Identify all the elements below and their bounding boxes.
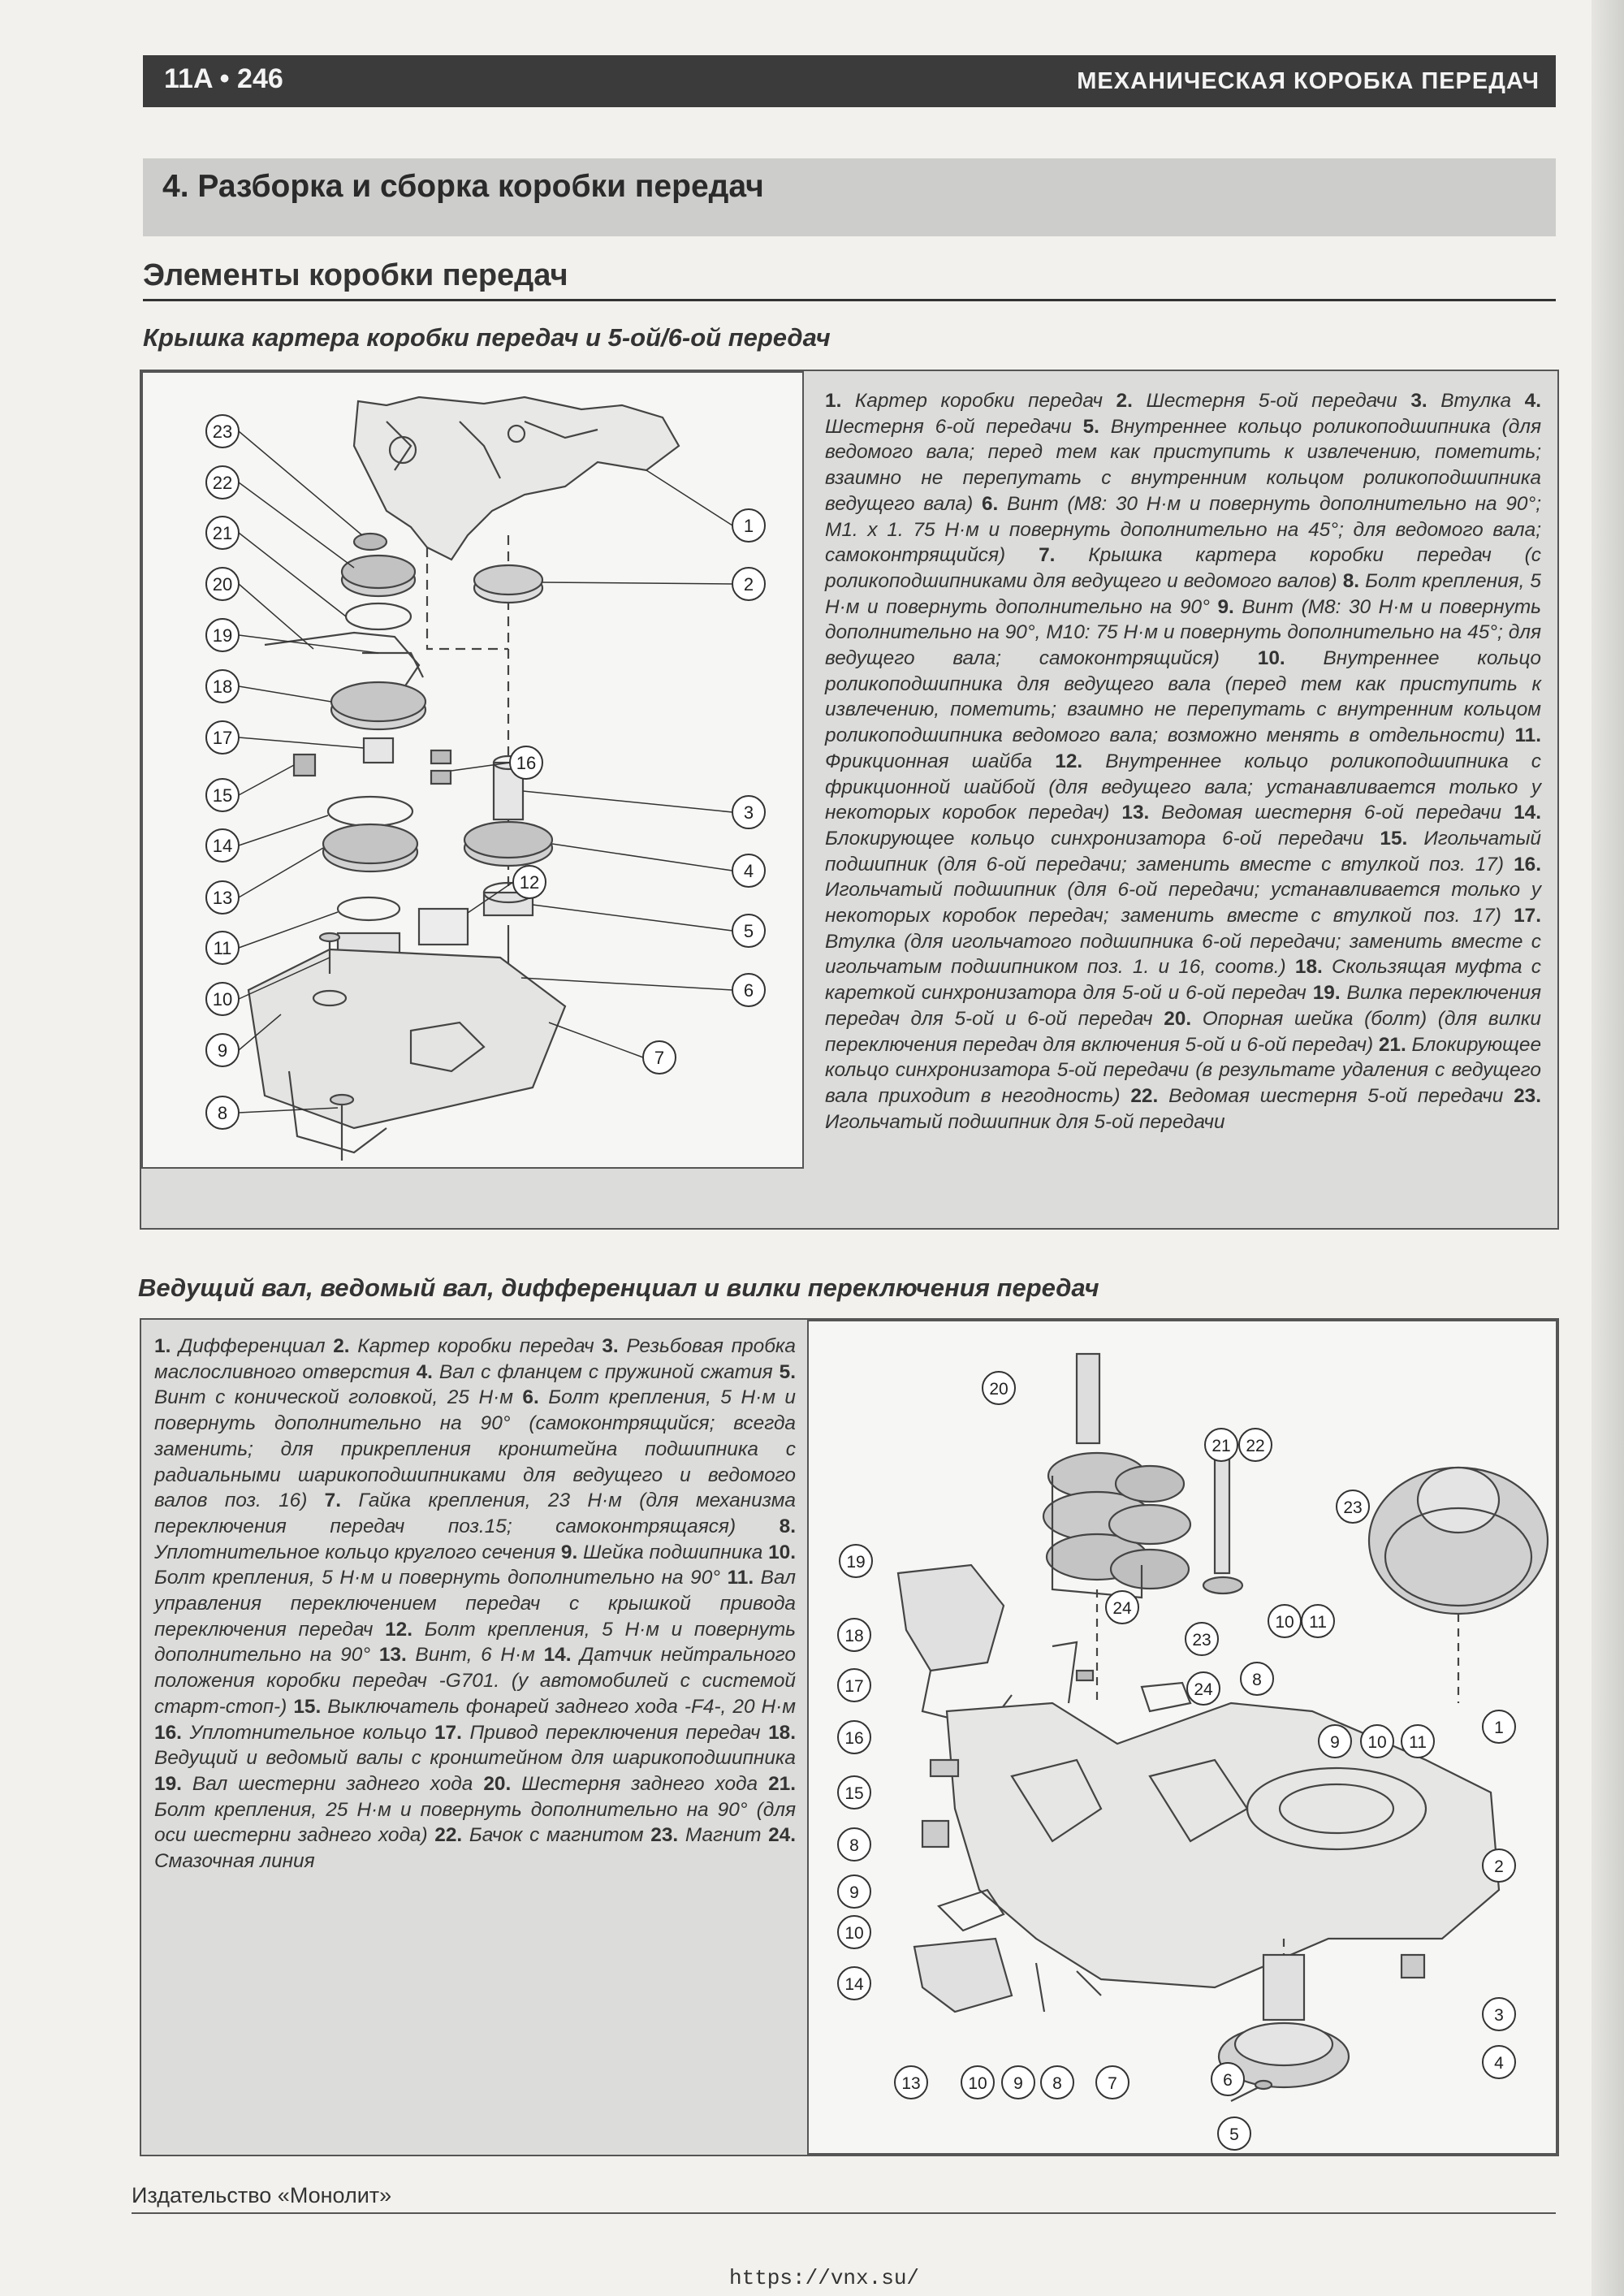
legend-number: 9. — [560, 1541, 578, 1563]
fig1-label-18: 18 — [212, 677, 233, 697]
fig2-label-16: 18 — [844, 1627, 864, 1645]
fig2-label-9b: 9 — [849, 1883, 859, 1902]
legend-number: 9. — [1217, 595, 1234, 618]
fig1-label-7: 7 — [654, 1048, 665, 1068]
legend-number: 20. — [483, 1772, 512, 1795]
fig2-label-9d: 10 — [1367, 1733, 1387, 1752]
legend-text: Игольчатый подшипник для 5-ой передачи — [825, 1110, 1225, 1133]
legend-number: 17. — [1514, 905, 1541, 927]
legend-text: Игольчатый подшипник (для 6-ой передачи; заменить вместе с втулкой поз. 17) — [825, 827, 1541, 876]
source-url[interactable]: https://vnx.su/ — [729, 2266, 920, 2290]
legend-text: Винт (M8: 30 Н·м и повернуть дополнительно на 90°; M1. x 1. 75 Н·м и повернуть дополнительно на 45°; для ведомого вала; самоконтрящийся) — [825, 492, 1541, 567]
legend-number: 17. — [434, 1721, 462, 1744]
fig1-label-23: 23 — [212, 422, 233, 442]
legend-text: Датчик нейтрального положения коробки передач -G701. (у автомобилей с системой старт-стоп-) — [154, 1644, 796, 1718]
legend-text: Вал управления переключением передач с крышкой привода переключения передач — [154, 1567, 796, 1641]
legend-number: 23. — [650, 1824, 679, 1847]
legend-number: 8. — [779, 1515, 796, 1537]
page-number: 11A • 246 — [164, 63, 283, 94]
legend-number: 6. — [981, 492, 999, 515]
legend-text: Ведомая шестерня 5-ой передачи — [1158, 1084, 1514, 1107]
legend-text: Болт крепления, 5 Н·м и повернуть дополнительно на 90° — [154, 1618, 796, 1667]
fig2-label-24: 24 — [1194, 1680, 1213, 1699]
fig1-label-5: 5 — [743, 921, 754, 941]
legend-text: Шестерня 6-ой передачи — [825, 415, 1083, 438]
fig1-label-6: 6 — [743, 980, 754, 1001]
fig2-label-17: 19 — [846, 1553, 866, 1572]
fig2-label-23: 23 — [1192, 1631, 1212, 1650]
legend-text: Картер коробки передач — [349, 1335, 603, 1357]
figure2-legend — [154, 1334, 796, 1874]
footer-rule — [132, 2212, 1556, 2214]
figure2-exploded-view — [809, 1321, 1556, 2153]
legend-number: 10. — [768, 1541, 796, 1563]
legend-number: 14. — [543, 1644, 572, 1667]
legend-number: 21. — [768, 1772, 796, 1795]
legend-number: 7. — [324, 1490, 342, 1512]
subsection-title: Элементы коробки передач — [143, 258, 568, 292]
fig1-label-16: 16 — [516, 753, 537, 773]
legend-text: Крышка картера коробки передач (с роликоподшипниками для ведущего и ведомого валов) — [825, 544, 1541, 592]
legend-number: 8. — [1342, 569, 1360, 592]
legend-number: 19. — [154, 1772, 182, 1795]
legend-number: 3. — [1410, 390, 1427, 412]
legend-text: Резьбовая пробка маслосливного отверстия — [154, 1335, 796, 1383]
fig2-label-11: 13 — [901, 2074, 921, 2093]
fig2-label-1: 1 — [1494, 1719, 1504, 1737]
legend-text: Выключатель фонарей заднего хода -F4-, 20 Н·м — [321, 1695, 796, 1718]
legend-number: 21. — [1378, 1033, 1406, 1056]
legend-number: 11. — [1514, 724, 1541, 747]
legend-text: Ведомая шестерня 6-ой передачи — [1149, 802, 1514, 824]
legend-text: Внутреннее кольцо роликоподшипника с фрикционной шайбой (для ведущего вала; устанавливается только у некоторых коробок передач) — [825, 750, 1541, 824]
figure1-exploded-view — [143, 373, 802, 1167]
figure1-diagram — [141, 371, 804, 1169]
legend-number: 18. — [768, 1721, 796, 1744]
fig2-label-18: 20 — [989, 1380, 1009, 1399]
legend-text: Игольчатый подшипник (для 6-ой передачи; устанавливается только у некоторых коробок передач; заменить вместе с втулкой поз. 17) — [825, 879, 1541, 927]
legend-number: 13. — [1121, 802, 1150, 824]
legend-text: Шейка подшипника — [577, 1541, 769, 1563]
legend-number: 11. — [727, 1567, 754, 1589]
fig2-label-6: 6 — [1223, 2071, 1233, 2090]
legend-text: Внутреннее кольцо роликоподшипника для ведущего вала (перед тем как приступить к извлечению, пометить; взаимно не перепутать с внутренним кольцом роликоподшипника ведомого вала; возможно менять в отдельности) — [825, 647, 1541, 747]
legend-number: 16. — [154, 1721, 182, 1744]
fig1-label-3: 3 — [743, 802, 754, 823]
fig2-label-9a: 10 — [1275, 1613, 1294, 1632]
fig2-label-7: 7 — [1108, 2074, 1117, 2093]
legend-text: Шестерня 5-ой передачи — [1132, 390, 1411, 412]
legend-number: 19. — [1312, 982, 1341, 1005]
legend-number: 16. — [1514, 853, 1541, 876]
legend-number: 5. — [779, 1360, 796, 1383]
legend-number: 7. — [1039, 544, 1056, 567]
fig2-label-21: 23 — [1343, 1498, 1363, 1517]
fig1-label-21: 21 — [212, 523, 233, 543]
legend-text: Смазочная линия — [154, 1850, 315, 1873]
legend-number: 4. — [1524, 390, 1542, 412]
legend-text: Втулка — [1427, 390, 1525, 412]
fig2-label-8a: 8 — [1252, 1671, 1262, 1689]
legend-number: 3. — [602, 1335, 619, 1357]
fig1-label-15: 15 — [212, 785, 233, 806]
fig2-label-14: 16 — [844, 1729, 864, 1748]
fig1-label-14: 14 — [212, 836, 233, 856]
fig1-label-4: 4 — [743, 861, 754, 881]
legend-text: Уплотнительное кольцо круглого сечения — [154, 1541, 561, 1563]
fig1-label-8: 8 — [217, 1103, 228, 1123]
fig1-label-1: 1 — [743, 516, 754, 536]
legend-text: Дифференциал — [171, 1335, 334, 1357]
fig1-label-19: 19 — [212, 625, 233, 646]
fig1-label-22: 22 — [212, 473, 233, 493]
fig2-label-8b: 8 — [849, 1836, 859, 1855]
legend-text: Втулка (для игольчатого подшипника 6-ой передачи; заменить вместе с игольчатым подшипником поз. 1. и 16, соотв.) — [825, 930, 1541, 979]
fig2-label-20: 22 — [1246, 1437, 1265, 1455]
legend-text: Блокирующее кольцо синхронизатора 6-ой передачи — [825, 827, 1380, 850]
legend-number: 22. — [1130, 1084, 1159, 1107]
fig2-label-10d: 11 — [1409, 1733, 1427, 1752]
fig2-label-12: 14 — [844, 1975, 864, 1994]
legend-text: Внутреннее кольцо роликоподшипника (для ведомого вала; перед тем как приступить к извлечению, пометить; взаимно не перепутать с внутренним кольцом роликоподшипника ведущего вала) — [825, 415, 1541, 515]
legend-text: Уплотнительное кольцо — [181, 1721, 434, 1744]
fig2-label-9c: 9 — [1013, 2074, 1023, 2093]
fig2-label-22: 24 — [1112, 1599, 1132, 1618]
legend-text: Бачок с магнитом — [462, 1824, 651, 1847]
legend-number: 1. — [154, 1335, 171, 1357]
legend-number: 2. — [333, 1335, 350, 1357]
legend-number: 12. — [385, 1618, 413, 1641]
legend-number: 14. — [1514, 802, 1541, 824]
fig2-label-15: 17 — [844, 1677, 864, 1696]
legend-text: Винт, 6 Н·м — [406, 1644, 544, 1667]
legend-text: Винт (M8: 30 Н·м и повернуть дополнительно на 90°, M10: 75 Н·м и повернуть дополнительно на 45°; для ведущего вала; самоконтрящийся) — [825, 595, 1541, 670]
legend-number: 4. — [416, 1360, 433, 1383]
fig2-label-19: 21 — [1212, 1437, 1231, 1455]
legend-number: 5. — [1082, 415, 1099, 438]
fig1-label-11: 11 — [213, 938, 232, 958]
legend-text: Болт крепления, 5 Н·м и повернуть дополнительно на 90° — [825, 569, 1541, 618]
fig2-label-10b: 10 — [844, 1924, 864, 1943]
legend-number: 1. — [825, 390, 842, 412]
fig1-label-17: 17 — [212, 728, 233, 748]
legend-text: Болт крепления, 5 Н·м и повернуть дополнительно на 90° — [154, 1567, 728, 1589]
fig1-label-2: 2 — [743, 574, 754, 595]
figure2-heading: Ведущий вал, ведомый вал, дифференциал и вилки переключения передач — [138, 1273, 1099, 1302]
legend-text: Болт крепления, 5 Н·м и повернуть дополнительно на 90° (самоконтрящийся; всегда заменить; для прикрепления кронштейна подшипника с радиальными шарикоподшипниками для ведущего и ведомого валов поз. 16) — [154, 1386, 796, 1512]
fig2-label-3: 3 — [1494, 2006, 1504, 2025]
fig1-label-9: 9 — [217, 1040, 228, 1061]
fig2-label-4: 4 — [1494, 2054, 1504, 2073]
figure1-heading: Крышка картера коробки передач и 5-ой/6-ой передач — [143, 323, 831, 352]
legend-text: Скользящая муфта с кареткой синхронизатора для 5-ой и 6-ой передач — [825, 956, 1542, 1005]
legend-number: 23. — [1514, 1084, 1541, 1107]
legend-text: Вал шестерни заднего хода — [181, 1772, 484, 1795]
fig1-label-13: 13 — [212, 888, 233, 908]
figure1-legend — [825, 388, 1541, 1221]
fig2-label-10c: 10 — [968, 2074, 987, 2093]
legend-number: 12. — [1055, 750, 1083, 772]
legend-text: Картер коробки передач — [841, 390, 1116, 412]
publisher: Издательство «Монолит» — [132, 2183, 392, 2207]
fig2-label-2: 2 — [1494, 1857, 1504, 1876]
legend-text: Магнит — [678, 1824, 769, 1847]
legend-text: Фрикционная шайба — [825, 750, 1056, 772]
chapter-title: МЕХАНИЧЕСКАЯ КОРОБКА ПЕРЕДАЧ — [1077, 68, 1540, 94]
legend-text: Шестерня заднего хода — [511, 1772, 769, 1795]
legend-text: Ведущий и ведомый валы с кронштейном для шарикоподшипника — [154, 1747, 796, 1770]
fig2-label-10a: 11 — [1309, 1613, 1327, 1632]
legend-text: Винт с конической головкой, 25 Н·м — [154, 1386, 523, 1409]
legend-number: 18. — [1294, 956, 1323, 979]
fig2-label-8d: 9 — [1330, 1733, 1340, 1752]
legend-text: Вал с фланцем с пружиной сжатия — [432, 1360, 780, 1383]
page-header-bar — [143, 55, 1556, 107]
subsection-underline — [143, 299, 1556, 301]
fig2-label-8c: 8 — [1052, 2074, 1062, 2093]
fig1-label-20: 20 — [212, 574, 233, 595]
fig2-label-5: 5 — [1229, 2125, 1239, 2144]
fig1-label-10: 10 — [212, 989, 233, 1010]
legend-text: Вилка переключения передач для 5-ой и 6-ой передач — [825, 982, 1541, 1030]
legend-number: 10. — [1257, 647, 1285, 670]
fig1-label-12: 12 — [519, 872, 540, 893]
legend-text: Гайка крепления, 23 Н·м (для механизма переключения передач поз.15; самоконтрящаяся) — [154, 1490, 796, 1537]
legend-number: 24. — [768, 1824, 796, 1847]
legend-text: Болт крепления, 25 Н·м и повернуть дополнительно на 90° (для оси шестерни заднего хода) — [154, 1798, 796, 1847]
legend-number: 13. — [378, 1644, 407, 1667]
legend-number: 20. — [1164, 1007, 1192, 1030]
section-title: 4. Разборка и сборка коробки передач — [162, 169, 764, 204]
legend-number: 22. — [434, 1824, 463, 1847]
legend-text: Привод переключения передач — [461, 1721, 769, 1744]
legend-number: 2. — [1116, 390, 1133, 412]
legend-number: 15. — [293, 1695, 322, 1718]
page-edge-shadow — [1592, 0, 1624, 2296]
figure2-diagram — [807, 1320, 1557, 2155]
legend-number: 15. — [1380, 827, 1408, 850]
fig2-label-13: 15 — [844, 1784, 864, 1803]
legend-text: Опорная шейка (болт) (для вилки переключения передач для включения 5-ой и 6-ой передач) — [825, 1007, 1541, 1056]
legend-number: 6. — [522, 1386, 539, 1409]
legend-text: Блокирующее кольцо синхронизатора 5-ой передачи (в результате удаления с ведущего вала приходит в негодность) — [825, 1033, 1542, 1107]
